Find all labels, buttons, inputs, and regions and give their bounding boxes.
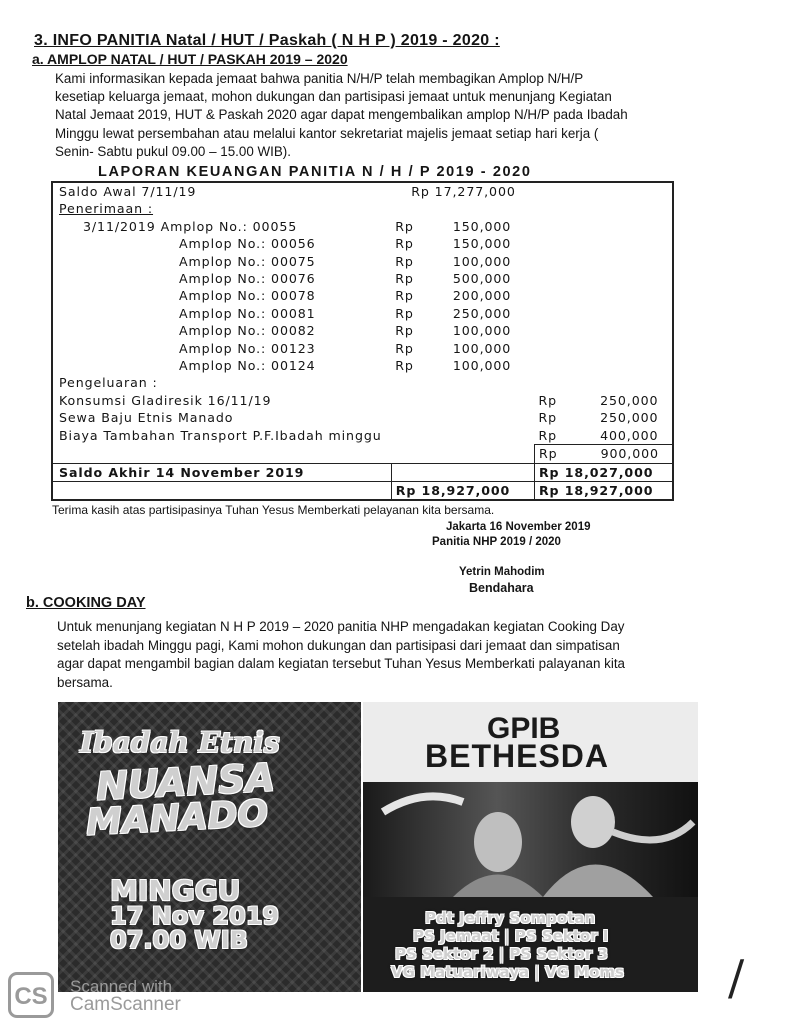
empty-cell — [391, 463, 534, 481]
empty-cell — [534, 182, 673, 200]
paragraph-line: bersama. — [57, 674, 113, 690]
signature-place-date: Jakarta 16 November 2019 — [446, 521, 591, 533]
signature-name: Yetrin Mahodim — [459, 566, 545, 578]
empty-cell — [534, 270, 673, 287]
table-row — [52, 340, 673, 357]
penerimaan-heading: Penerimaan : — [59, 201, 154, 217]
envelope-label: Amplop No.: 00056 — [179, 236, 316, 252]
performers-illustration — [363, 782, 698, 897]
penerimaan-date: 3/11/2019 — [83, 218, 156, 234]
empty-cell — [391, 374, 534, 391]
camscanner-watermark — [70, 978, 181, 1014]
poster-gpib-bethesda — [363, 702, 698, 992]
table-row — [52, 322, 673, 339]
envelope-label: Amplop No.: 00076 — [179, 271, 316, 287]
expense-label: Konsumsi Gladiresik 16/11/19 — [59, 392, 272, 408]
currency: Rp — [395, 271, 414, 287]
empty-cell — [534, 200, 673, 217]
envelope-label: Amplop No.: 00124 — [179, 358, 316, 374]
poster-line-manado: MANADO — [85, 793, 270, 844]
report-title: LAPORAN KEUANGAN PANITIA N / H / P 2019 - 2020 — [98, 164, 532, 180]
table-row — [52, 445, 673, 463]
handwritten-mark: / — [728, 950, 745, 1006]
envelope-label: Amplop No.: 00055 — [160, 218, 298, 234]
table-row — [52, 253, 673, 270]
section-a-title: a. AMPLOP NATAL / HUT / PASKAH 2019 – 2020 — [32, 51, 348, 67]
table-row — [52, 218, 673, 235]
currency: Rp — [395, 358, 414, 374]
table-row — [52, 235, 673, 252]
saldo-akhir-label: Saldo Akhir 14 November 2019 — [52, 463, 391, 481]
paragraph-line: Senin- Sabtu pukul 09.00 – 15.00 WIB). — [55, 143, 291, 159]
currency: Rp — [538, 446, 558, 462]
credit-line: PS Sektor 2 | PS Sektor 3 — [395, 945, 608, 963]
envelope-label: Amplop No.: 00075 — [179, 253, 316, 269]
table-row — [52, 481, 673, 500]
expense-amount-cell — [534, 392, 673, 409]
watermark-line1: Scanned with — [70, 977, 173, 996]
saldo-awal-amount: Rp 17,277,000 — [411, 184, 516, 199]
envelope-amount-cell — [391, 305, 534, 322]
currency: Rp — [395, 288, 414, 304]
envelope-amount-cell — [391, 218, 534, 235]
poster-line-day: MINGGU — [110, 874, 241, 907]
currency: Rp — [395, 253, 414, 269]
expense-total: 900,000 — [600, 446, 659, 462]
envelope-label: Amplop No.: 00082 — [179, 323, 316, 339]
expense-amount-cell — [534, 409, 673, 426]
camscanner-logo: CS — [8, 972, 54, 1018]
empty-cell — [534, 357, 673, 374]
saldo-awal-label: Saldo Awal 7/11/19 — [59, 184, 197, 199]
table-row — [52, 409, 673, 426]
envelope-amount-cell — [391, 253, 534, 270]
table-row — [52, 182, 673, 200]
currency: Rp — [538, 427, 557, 443]
paragraph-line: Natal Jemaat 2019, HUT & Paskah 2020 agar dapat mengembalikan amplop N/H/P pada Ibadah — [55, 107, 628, 123]
empty-cell — [534, 218, 673, 235]
table-row — [52, 200, 673, 217]
expense-amount: 400,000 — [600, 427, 659, 443]
table-row — [52, 374, 673, 391]
envelope-amount: 100,000 — [452, 340, 512, 356]
poster-line-date: 17 Nov 2019 — [110, 902, 280, 930]
table-row — [52, 357, 673, 374]
envelope-label: Amplop No.: 00078 — [179, 288, 316, 304]
signature-role: Bendahara — [469, 581, 534, 595]
envelope-amount-cell — [391, 235, 534, 252]
paragraph-line: Minggu lewat persembahan atau melalui kantor sekretariat majelis jemaat setiap hari kerja ( — [55, 125, 599, 141]
pengeluaran-label: Pengeluaran : — [59, 375, 158, 391]
envelope-amount: 150,000 — [452, 218, 512, 234]
table-row — [52, 427, 673, 445]
envelope-amount: 500,000 — [452, 271, 512, 287]
envelope-amount-cell — [391, 357, 534, 374]
envelope-label: Amplop No.: 00123 — [179, 340, 316, 356]
envelope-amount-cell — [391, 287, 534, 304]
empty-cell — [391, 200, 534, 217]
empty-cell — [534, 305, 673, 322]
empty-cell — [534, 340, 673, 357]
empty-cell — [534, 253, 673, 270]
empty-cell — [534, 235, 673, 252]
envelope-amount: 150,000 — [452, 236, 512, 252]
envelope-amount-cell — [391, 322, 534, 339]
paragraph-line: Untuk menunjang kegiatan N H P 2019 – 2020 panitia NHP mengadakan kegiatan Cooking Day — [57, 619, 625, 634]
expense-amount: 250,000 — [600, 410, 659, 426]
saldo-akhir-value: Rp 18,027,000 — [534, 463, 673, 481]
saldo-awal-value — [391, 182, 534, 200]
watermark-line2: CamScanner — [70, 994, 181, 1015]
table-row — [52, 463, 673, 481]
envelope-amount: 100,000 — [452, 358, 512, 374]
empty-cell — [391, 445, 534, 463]
paragraph-line: Kami informasikan kepada jemaat bahwa panitia N/H/P telah membagikan Amplop N/H/P — [55, 71, 584, 86]
credit-line: VG Matuariwaya | VG Moms — [391, 963, 624, 981]
expense-amount-cell — [534, 427, 673, 445]
section-b-paragraph — [57, 618, 737, 692]
envelope-amount-cell — [391, 340, 534, 357]
thanks-note: Terima kasih atas partisipasinya Tuhan Yesus Memberkati pelayanan kita bersama. — [52, 503, 495, 517]
poster-line-nuansa: NUANSA — [94, 755, 276, 809]
expense-amount: 250,000 — [600, 392, 659, 408]
paragraph-line: agar dapat mengambil bagian dalam kegiatan tersebut Tuhan Yesus Memberkati palayanan kita — [57, 656, 625, 671]
penerimaan-label — [52, 200, 391, 217]
table-row — [52, 270, 673, 287]
poster-line-time: 07.00 WIB — [110, 926, 248, 954]
envelope-amount: 100,000 — [452, 253, 512, 269]
financial-report-table — [51, 181, 674, 501]
expense-total-cell — [534, 445, 673, 463]
empty-cell — [534, 287, 673, 304]
currency: Rp — [395, 305, 414, 321]
currency: Rp — [538, 392, 557, 408]
empty-cell — [52, 481, 391, 500]
expense-label: Biaya Tambahan Transport P.F.Ibadah minggu — [59, 427, 382, 443]
total-left: Rp 18,927,000 — [391, 481, 534, 500]
envelope-row-label — [52, 218, 391, 235]
total-right: Rp 18,927,000 — [534, 481, 673, 500]
performers-photo — [363, 782, 698, 897]
currency: Rp — [395, 218, 414, 234]
poster-church-line2: BETHESDA — [425, 738, 610, 774]
envelope-amount: 200,000 — [452, 288, 512, 304]
section-b-title: b. COOKING DAY — [26, 595, 146, 611]
envelope-amount-cell — [391, 270, 534, 287]
empty-cell — [534, 374, 673, 391]
currency: Rp — [395, 323, 414, 339]
paragraph-line: kesetiap keluarga jemaat, mohon dukungan dan partisipasi jemaat untuk menunjang Kegiatan — [55, 89, 612, 105]
table-row — [52, 287, 673, 304]
expense-label: Sewa Baju Etnis Manado — [59, 410, 234, 426]
table-row — [52, 305, 673, 322]
currency: Rp — [395, 340, 414, 356]
empty-cell — [534, 322, 673, 339]
poster-ibadah-etnis — [58, 702, 361, 992]
table-row — [52, 392, 673, 409]
credits-panel — [363, 897, 698, 992]
section-a-paragraph — [55, 70, 720, 161]
credit-line: PS Jemaat | PS Sektor I — [413, 927, 609, 945]
poster-church-line1: GPIB — [487, 712, 561, 745]
envelope-amount: 100,000 — [452, 323, 512, 339]
section-3-title: 3. INFO PANITIA Natal / HUT / Paskah ( N H P ) 2019 - 2020 : — [34, 32, 500, 49]
empty-cell — [52, 445, 391, 463]
poster-line-event: Ibadah Etnis — [80, 726, 280, 759]
currency: Rp — [538, 410, 557, 426]
envelope-amount: 250,000 — [452, 305, 512, 321]
signature-committee: Panitia NHP 2019 / 2020 — [432, 536, 561, 548]
credit-line: Pdt Jeffry Sompotan — [425, 909, 596, 927]
envelope-label: Amplop No.: 00081 — [179, 305, 316, 321]
currency: Rp — [395, 236, 414, 252]
paragraph-line: setelah ibadah Minggu pagi, Kami mohon dukungan dan partisipasi dari jemaat dan simpatisan — [57, 637, 620, 653]
